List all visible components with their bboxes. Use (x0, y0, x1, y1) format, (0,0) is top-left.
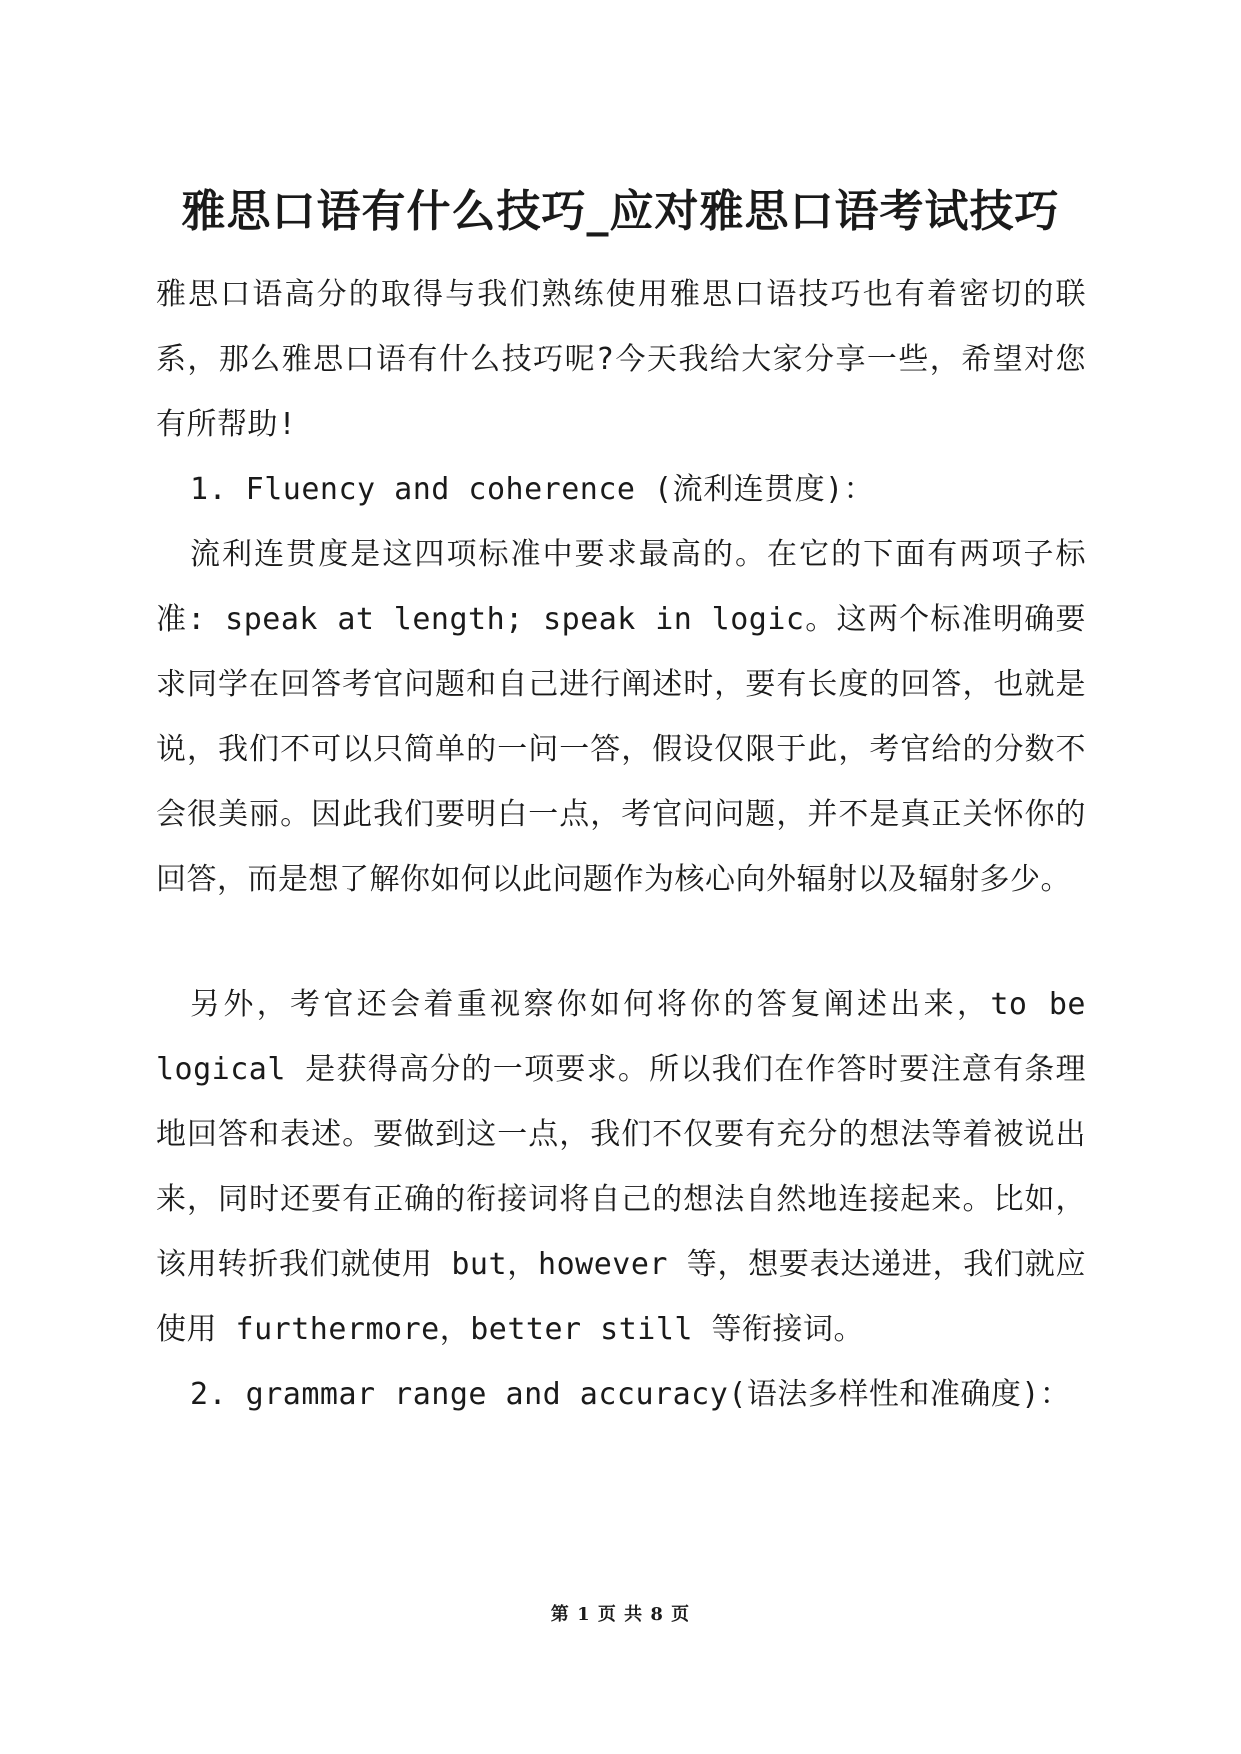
document-title: 雅思口语有什么技巧_应对雅思口语考试技巧 (181, 186, 1060, 237)
section-heading-grammar: 2. grammar range and accuracy(语法多样性和准确度)： (190, 1377, 1071, 1412)
fluency-paragraph: 流利连贯度是这四项标准中要求最高的。在它的下面有两项子标准: speak at length; speak in logic。这两个标准明确要求同学在回答考官问题和自己进行阐述时，要有长度的回答，也就是说，我们不可以只简单的一问一答，假设仅限于此，考官给的分数不会很美丽。因此我们要明白一点，考官问问题，并不是真正关怀你的回答，而是想了解你如何以此问题作为核心向外辐射以及辐射多少。 (156, 537, 1086, 897)
intro-paragraph: 雅思口语高分的取得与我们熟练使用雅思口语技巧也有着密切的联系，那么雅思口语有什么技巧呢?今天我给大家分享一些，希望对您有所帮助! (156, 277, 1086, 442)
section-heading-fluency: 1. Fluency and coherence (流利连贯度)： (190, 472, 875, 507)
document-body-continued (156, 972, 1086, 1427)
document-body (156, 262, 1086, 912)
logic-paragraph: 另外，考官还会着重视察你如何将你的答复阐述出来，to be logical 是获得高分的一项要求。所以我们在作答时要注意有条理地回答和表述。要做到这一点，我们不仅要有充分的想法等着被说出来，同时还要有正确的衔接词将自己的想法自然地连接起来。比如，该用转折我们就使用 but，however 等，想要表达递进，我们就应使用 furthermore，better still 等衔接词。 (156, 987, 1086, 1347)
page-number-footer: 第 1 页 共 8 页 (550, 1604, 691, 1625)
